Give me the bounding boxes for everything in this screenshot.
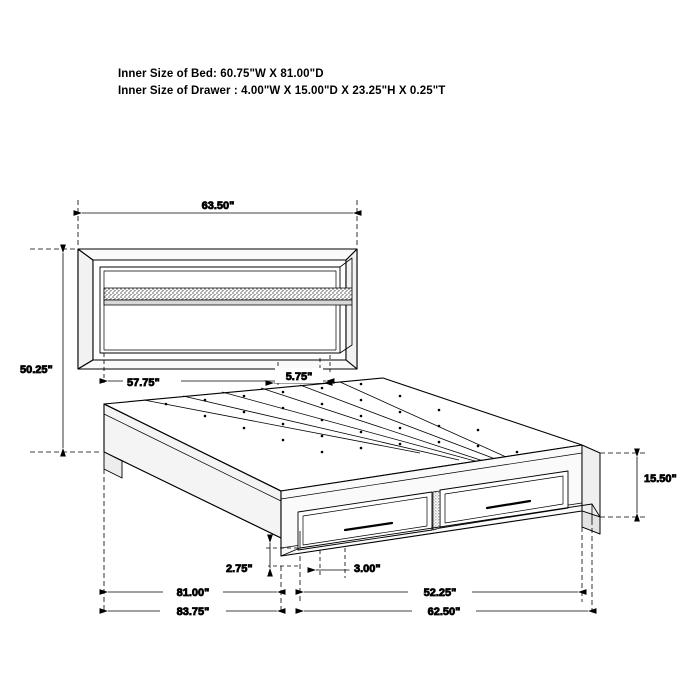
note-inner-size-drawer: Inner Size of Drawer : 4.00"W X 15.00"D X 23.25"H X 0.25"T bbox=[118, 85, 446, 97]
dim-label-headboard-width: 63.50" bbox=[201, 200, 235, 212]
headboard bbox=[78, 249, 357, 369]
dim-label-foot-width-outer: 62.50" bbox=[427, 606, 461, 618]
dim-footboard-base bbox=[222, 543, 300, 575]
dim-label-overall-depth: 83.75" bbox=[176, 606, 210, 618]
note-inner-size-bed: Inner Size of Bed: 60.75"W X 81.00"D bbox=[118, 68, 324, 80]
dim-foot-width-inner bbox=[304, 584, 578, 599]
dim-label-headboard-offset: 5.75" bbox=[285, 371, 313, 383]
dim-footboard-height bbox=[600, 453, 686, 517]
dim-overall-depth bbox=[108, 603, 277, 618]
dim-side-depth bbox=[108, 584, 277, 599]
dim-label-drawer-clearance: 3.00" bbox=[354, 563, 381, 575]
dim-label-headboard-panel-width: 57.75" bbox=[127, 377, 160, 389]
bed-illustration bbox=[78, 249, 600, 556]
dim-label-footboard-base: 2.75" bbox=[226, 563, 253, 575]
dim-drawer-clearance bbox=[316, 548, 392, 578]
dim-foot-width-outer bbox=[304, 603, 588, 618]
dim-label-side-depth: 81.00" bbox=[176, 587, 210, 599]
dim-label-foot-width-inner: 52.25" bbox=[423, 587, 457, 599]
dim-label-footboard-height: 15.50" bbox=[644, 473, 677, 485]
dim-headboard-width bbox=[78, 200, 357, 246]
dim-label-overall-height: 50.25" bbox=[20, 364, 53, 376]
